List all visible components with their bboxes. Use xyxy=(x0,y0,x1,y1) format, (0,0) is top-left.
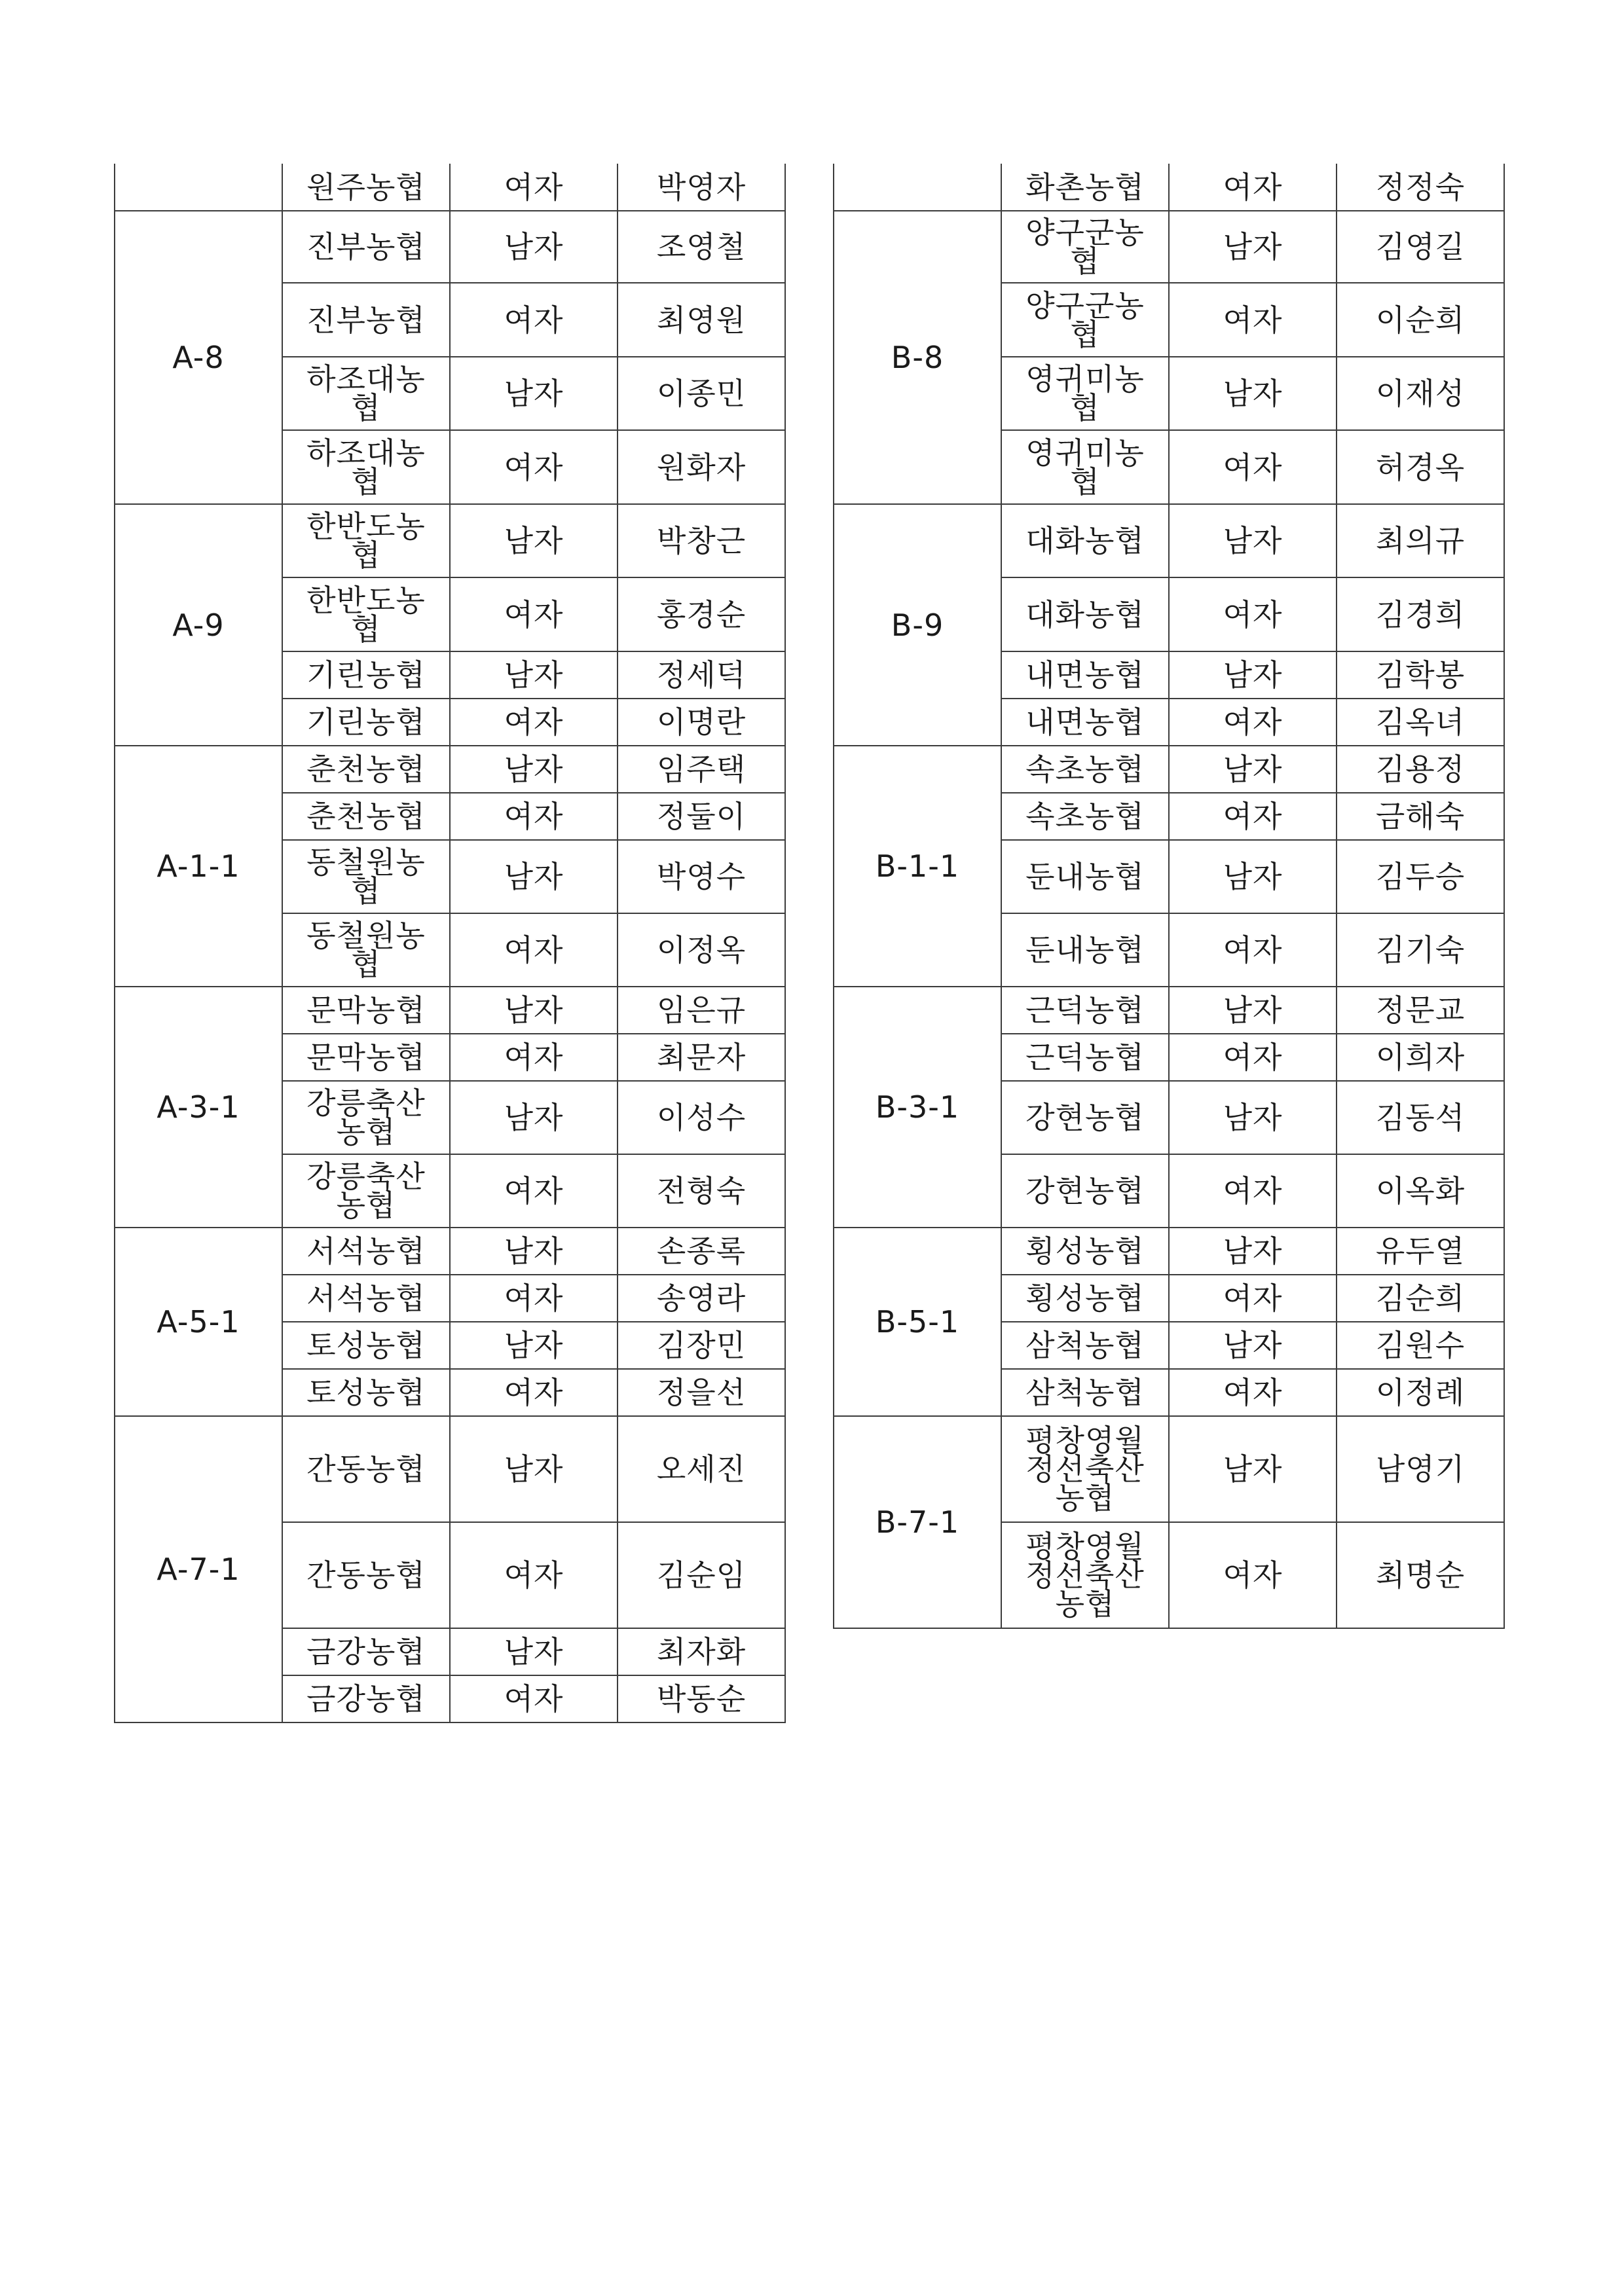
table-row xyxy=(115,504,785,577)
cooperative-name-line: 삼척농협 xyxy=(1025,1375,1145,1410)
cooperative-name-line: 원주농협 xyxy=(306,169,426,205)
cooperative-name-line: 대화농협 xyxy=(1025,523,1145,558)
cooperative-name-line: 토성농협 xyxy=(306,1328,426,1363)
cooperative-name-line: 강현농협 xyxy=(1025,1173,1145,1209)
cooperative-name xyxy=(1001,987,1169,1034)
cooperative-name-line: 간동농협 xyxy=(306,1451,426,1487)
cooperative-name-line: 협 xyxy=(351,390,381,426)
group-label: B-5-1 xyxy=(834,1228,1001,1416)
cooperative-name-line: 협 xyxy=(351,611,381,647)
gender: 여자 xyxy=(450,913,618,987)
gender: 여자 xyxy=(1169,164,1337,211)
person-name: 정을선 xyxy=(618,1369,785,1416)
cooperative-name xyxy=(282,840,450,913)
gender: 여자 xyxy=(1169,430,1337,504)
cooperative-name xyxy=(282,1081,450,1154)
group-label: A-7-1 xyxy=(115,1416,282,1722)
cooperative-name xyxy=(1001,1275,1169,1322)
group-label: B-9 xyxy=(834,504,1001,746)
cooperative-name-line: 정선축산 xyxy=(1025,1451,1145,1487)
person-name: 이순희 xyxy=(1337,283,1504,357)
gender: 남자 xyxy=(1169,1416,1337,1522)
gender: 여자 xyxy=(1169,913,1337,987)
cooperative-name xyxy=(1001,699,1169,746)
cooperative-name xyxy=(282,1154,450,1228)
person-name: 원화자 xyxy=(618,430,785,504)
table-row xyxy=(115,164,785,211)
person-name: 최문자 xyxy=(618,1034,785,1081)
gender: 여자 xyxy=(1169,1034,1337,1081)
person-name: 박영수 xyxy=(618,840,785,913)
cooperative-name-line: 서석농협 xyxy=(306,1281,426,1316)
person-name: 이희자 xyxy=(1337,1034,1504,1081)
person-name: 박창근 xyxy=(618,504,785,577)
gender: 남자 xyxy=(450,1416,618,1522)
cooperative-name-line: 대화농협 xyxy=(1025,596,1145,632)
person-name: 김동석 xyxy=(1337,1081,1504,1154)
person-name: 김두승 xyxy=(1337,840,1504,913)
gender: 여자 xyxy=(450,430,618,504)
cooperative-name xyxy=(282,283,450,357)
cooperative-name xyxy=(1001,840,1169,913)
cooperative-name xyxy=(1001,651,1169,699)
gender: 여자 xyxy=(450,1522,618,1628)
gender: 남자 xyxy=(1169,1081,1337,1154)
group-label xyxy=(834,164,1001,211)
gender: 여자 xyxy=(450,1154,618,1228)
cooperative-name-line: 협 xyxy=(1070,244,1100,279)
person-name: 임주택 xyxy=(618,746,785,793)
person-name: 이정례 xyxy=(1337,1369,1504,1416)
person-name: 최의규 xyxy=(1337,504,1504,577)
gender: 여자 xyxy=(450,1675,618,1722)
cooperative-name-line: 한반도농 xyxy=(306,582,426,618)
group-label: A-3-1 xyxy=(115,987,282,1228)
gender: 여자 xyxy=(1169,1369,1337,1416)
cooperative-name-line: 동철원농 xyxy=(306,918,426,953)
person-name: 김영길 xyxy=(1337,211,1504,283)
person-name: 김학봉 xyxy=(1337,651,1504,699)
table-row xyxy=(115,987,785,1034)
cooperative-name xyxy=(282,987,450,1034)
person-name: 이재성 xyxy=(1337,357,1504,430)
cooperative-name-line: 한반도농 xyxy=(306,509,426,544)
cooperative-name xyxy=(282,1675,450,1722)
cooperative-name-line: 진부농협 xyxy=(306,229,426,264)
person-name: 이명란 xyxy=(618,699,785,746)
group-label: A-5-1 xyxy=(115,1228,282,1416)
gender: 남자 xyxy=(450,840,618,913)
person-name: 이옥화 xyxy=(1337,1154,1504,1228)
cooperative-name-line: 영귀미농 xyxy=(1025,435,1145,471)
left-roster-table xyxy=(114,164,786,1723)
person-name: 박영자 xyxy=(618,164,785,211)
table-row xyxy=(115,746,785,793)
cooperative-name xyxy=(1001,430,1169,504)
cooperative-name-line: 둔내농협 xyxy=(1025,859,1145,894)
cooperative-name-line: 강릉축산 xyxy=(306,1085,426,1121)
cooperative-name xyxy=(1001,1034,1169,1081)
cooperative-name xyxy=(282,746,450,793)
gender: 여자 xyxy=(1169,793,1337,840)
cooperative-name-line: 양구군농 xyxy=(1025,215,1145,250)
cooperative-name-line: 문막농협 xyxy=(306,993,426,1028)
cooperative-name xyxy=(282,1416,450,1522)
person-name: 전형숙 xyxy=(618,1154,785,1228)
table-row xyxy=(834,1228,1504,1275)
group-label: A-9 xyxy=(115,504,282,746)
person-name: 유두열 xyxy=(1337,1228,1504,1275)
gender: 남자 xyxy=(450,1081,618,1154)
cooperative-name-line: 협 xyxy=(1070,464,1100,500)
cooperative-name-line: 강릉축산 xyxy=(306,1159,426,1194)
gender: 여자 xyxy=(450,793,618,840)
cooperative-name-line: 강현농협 xyxy=(1025,1100,1145,1135)
cooperative-name-line: 둔내농협 xyxy=(1025,932,1145,968)
person-name: 송영라 xyxy=(618,1275,785,1322)
gender: 여자 xyxy=(450,577,618,651)
gender: 여자 xyxy=(450,699,618,746)
person-name: 이성수 xyxy=(618,1081,785,1154)
cooperative-name xyxy=(282,1522,450,1628)
person-name: 김용정 xyxy=(1337,746,1504,793)
table-row xyxy=(834,211,1504,283)
person-name: 조영철 xyxy=(618,211,785,283)
cooperative-name-line: 횡성농협 xyxy=(1025,1233,1145,1269)
person-name: 정문교 xyxy=(1337,987,1504,1034)
cooperative-name xyxy=(282,1369,450,1416)
gender: 남자 xyxy=(450,211,618,283)
person-name: 오세진 xyxy=(618,1416,785,1522)
gender: 여자 xyxy=(450,1034,618,1081)
cooperative-name-line: 서석농협 xyxy=(306,1233,426,1269)
cooperative-name-line: 춘천농협 xyxy=(306,752,426,787)
cooperative-name-line: 춘천농협 xyxy=(306,799,426,834)
cooperative-name xyxy=(1001,793,1169,840)
cooperative-name xyxy=(282,1034,450,1081)
person-name: 이정옥 xyxy=(618,913,785,987)
cooperative-name xyxy=(1001,1154,1169,1228)
cooperative-name xyxy=(1001,1322,1169,1369)
person-name: 남영기 xyxy=(1337,1416,1504,1522)
cooperative-name xyxy=(282,1275,450,1322)
cooperative-name-line: 협 xyxy=(351,538,381,573)
table-row xyxy=(115,211,785,283)
cooperative-name-line: 내면농협 xyxy=(1025,704,1145,740)
gender: 여자 xyxy=(1169,699,1337,746)
table-row xyxy=(834,164,1504,211)
cooperative-name-line: 협 xyxy=(351,873,381,909)
cooperative-name xyxy=(1001,1081,1169,1154)
person-name: 정세덕 xyxy=(618,651,785,699)
cooperative-name-line: 근덕농협 xyxy=(1025,1040,1145,1075)
gender: 남자 xyxy=(1169,211,1337,283)
cooperative-name-line: 속초농협 xyxy=(1025,799,1145,834)
gender: 남자 xyxy=(450,651,618,699)
cooperative-name xyxy=(1001,211,1169,283)
cooperative-name xyxy=(1001,164,1169,211)
gender: 남자 xyxy=(450,987,618,1034)
gender: 남자 xyxy=(1169,1322,1337,1369)
cooperative-name xyxy=(1001,1416,1169,1522)
group-label: A-1-1 xyxy=(115,746,282,987)
cooperative-name xyxy=(282,357,450,430)
cooperative-name-line: 기린농협 xyxy=(306,704,426,740)
gender: 여자 xyxy=(1169,1522,1337,1628)
gender: 남자 xyxy=(450,504,618,577)
person-name: 최자화 xyxy=(618,1628,785,1675)
cooperative-name-line: 평창영월 xyxy=(1025,1423,1145,1458)
cooperative-name-line: 농협 xyxy=(336,1188,396,1223)
gender: 남자 xyxy=(1169,746,1337,793)
person-name: 김순임 xyxy=(618,1522,785,1628)
person-name: 김원수 xyxy=(1337,1322,1504,1369)
cooperative-name-line: 횡성농협 xyxy=(1025,1281,1145,1316)
gender: 여자 xyxy=(450,164,618,211)
person-name: 박동순 xyxy=(618,1675,785,1722)
person-name: 김순희 xyxy=(1337,1275,1504,1322)
gender: 여자 xyxy=(1169,283,1337,357)
gender: 남자 xyxy=(1169,651,1337,699)
gender: 남자 xyxy=(450,746,618,793)
cooperative-name-line: 기린농협 xyxy=(306,657,426,693)
person-name: 김장민 xyxy=(618,1322,785,1369)
cooperative-name xyxy=(282,1228,450,1275)
cooperative-name-line: 협 xyxy=(351,947,381,982)
cooperative-name xyxy=(1001,1369,1169,1416)
cooperative-name xyxy=(1001,1228,1169,1275)
cooperative-name-line: 협 xyxy=(1070,390,1100,426)
cooperative-name-line: 동철원농 xyxy=(306,845,426,880)
table-row xyxy=(834,1416,1504,1522)
cooperative-name-line: 협 xyxy=(351,464,381,500)
cooperative-name xyxy=(1001,913,1169,987)
cooperative-name xyxy=(1001,283,1169,357)
cooperative-name-line: 삼척농협 xyxy=(1025,1328,1145,1363)
cooperative-name xyxy=(282,577,450,651)
cooperative-name-line: 내면농협 xyxy=(1025,657,1145,693)
cooperative-name-line: 토성농협 xyxy=(306,1375,426,1410)
cooperative-name-line: 정선축산 xyxy=(1025,1558,1145,1593)
cooperative-name-line: 문막농협 xyxy=(306,1040,426,1075)
person-name: 임은규 xyxy=(618,987,785,1034)
gender: 남자 xyxy=(450,1322,618,1369)
cooperative-name xyxy=(282,211,450,283)
table-row xyxy=(115,1228,785,1275)
cooperative-name-line: 속초농협 xyxy=(1025,752,1145,787)
person-name: 김기숙 xyxy=(1337,913,1504,987)
gender: 남자 xyxy=(1169,357,1337,430)
group-label: A-8 xyxy=(115,211,282,504)
cooperative-name xyxy=(282,651,450,699)
person-name: 최영원 xyxy=(618,283,785,357)
person-name: 손종록 xyxy=(618,1228,785,1275)
group-label: B-8 xyxy=(834,211,1001,504)
gender: 남자 xyxy=(450,1228,618,1275)
cooperative-name xyxy=(282,1628,450,1675)
cooperative-name xyxy=(282,164,450,211)
cooperative-name-line: 진부농협 xyxy=(306,302,426,338)
cooperative-name-line: 하조대농 xyxy=(306,435,426,471)
group-label: B-1-1 xyxy=(834,746,1001,987)
right-roster-table xyxy=(833,164,1505,1629)
gender: 남자 xyxy=(1169,504,1337,577)
table-row xyxy=(834,987,1504,1034)
gender: 남자 xyxy=(450,357,618,430)
gender: 남자 xyxy=(450,1628,618,1675)
group-label: B-3-1 xyxy=(834,987,1001,1228)
gender: 여자 xyxy=(1169,1275,1337,1322)
cooperative-name xyxy=(282,1322,450,1369)
person-name: 정둘이 xyxy=(618,793,785,840)
gender: 여자 xyxy=(1169,1154,1337,1228)
table-row xyxy=(834,746,1504,793)
gender: 여자 xyxy=(450,283,618,357)
gender: 남자 xyxy=(1169,840,1337,913)
person-name: 허경옥 xyxy=(1337,430,1504,504)
cooperative-name xyxy=(1001,1522,1169,1628)
person-name: 홍경순 xyxy=(618,577,785,651)
cooperative-name-line: 농협 xyxy=(1055,1480,1115,1516)
gender: 여자 xyxy=(450,1369,618,1416)
person-name: 금해숙 xyxy=(1337,793,1504,840)
group-label xyxy=(115,164,282,211)
group-label: B-7-1 xyxy=(834,1416,1001,1628)
person-name: 김옥녀 xyxy=(1337,699,1504,746)
cooperative-name-line: 평창영월 xyxy=(1025,1529,1145,1564)
table-row xyxy=(115,1416,785,1522)
cooperative-name-line: 금강농협 xyxy=(306,1634,426,1669)
person-name: 최명순 xyxy=(1337,1522,1504,1628)
cooperative-name-line: 농협 xyxy=(336,1114,396,1150)
gender: 남자 xyxy=(1169,987,1337,1034)
cooperative-name xyxy=(1001,577,1169,651)
person-name: 이종민 xyxy=(618,357,785,430)
cooperative-name-line: 근덕농협 xyxy=(1025,993,1145,1028)
cooperative-name-line: 양구군농 xyxy=(1025,287,1145,323)
cooperative-name xyxy=(282,913,450,987)
gender: 여자 xyxy=(1169,577,1337,651)
cooperative-name xyxy=(282,430,450,504)
cooperative-name-line: 하조대농 xyxy=(306,361,426,397)
cooperative-name-line: 영귀미농 xyxy=(1025,361,1145,397)
cooperative-name xyxy=(1001,746,1169,793)
cooperative-name-line: 화촌농협 xyxy=(1025,169,1145,205)
cooperative-name xyxy=(282,504,450,577)
gender: 남자 xyxy=(1169,1228,1337,1275)
person-name: 김경희 xyxy=(1337,577,1504,651)
cooperative-name xyxy=(282,699,450,746)
cooperative-name-line: 간동농협 xyxy=(306,1558,426,1593)
cooperative-name-line: 금강농협 xyxy=(306,1681,426,1717)
cooperative-name xyxy=(282,793,450,840)
person-name: 정정숙 xyxy=(1337,164,1504,211)
table-row xyxy=(834,504,1504,577)
cooperative-name xyxy=(1001,504,1169,577)
cooperative-name-line: 협 xyxy=(1070,316,1100,352)
cooperative-name xyxy=(1001,357,1169,430)
gender: 여자 xyxy=(450,1275,618,1322)
cooperative-name-line: 농협 xyxy=(1055,1586,1115,1622)
